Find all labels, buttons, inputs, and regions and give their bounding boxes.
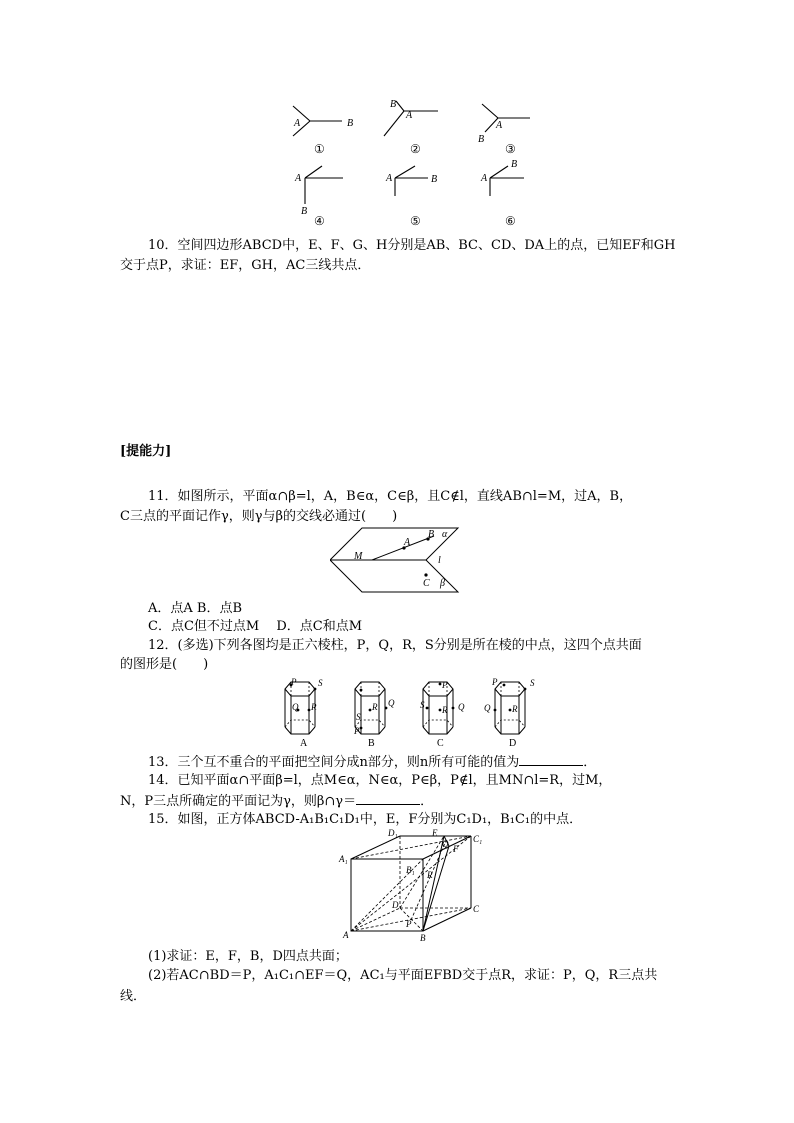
q11-label-alpha: α [442,529,448,540]
q11-label-c: C [423,578,430,589]
q11-option-ab: A．点A B．点B [148,601,243,616]
q12-a-label-q: Q [292,702,299,712]
angle-figures [280,96,540,232]
q12-line1: 12．(多选)下列各图均是正六棱柱，P，Q，R，S分别是所在棱的中点，这四个点共面 [148,638,642,653]
q11-label-beta: β [440,578,445,589]
fig3-label-b: B [478,134,485,145]
q12-prism-figures [282,676,552,748]
fig2-number: ② [410,142,421,156]
q13-line [148,751,596,773]
q14-end: ． [420,794,434,809]
q12-figure-a-label: A [300,738,308,748]
q15-label-d1: D₁ [388,828,398,838]
q12-a-label-p: P [291,677,297,687]
q12-d-label-s: S [530,678,535,688]
q11-line1: 11．如图所示，平面α∩β=l，A，B∈α，C∈β，且C∉l，直线AB∩l=M，过A，B， [148,489,633,504]
fig2-label-b: B [390,99,397,110]
q12-a-label-s: S [318,678,323,688]
fig3-label-a: A [496,120,503,131]
q15-label-r: R [427,870,433,880]
q11-label-l: l [438,555,441,566]
fig5-label-b: B [431,174,438,185]
q15-label-q: Q [442,839,449,849]
q12-line2: 的图形是( ) [120,657,209,672]
section-title: [提能力] [120,444,172,459]
q15-part1: (1)求证：E，F，B，D四点共面； [148,949,348,964]
q11-planes-figure [330,524,464,596]
q11-label-b: B [428,529,435,540]
fig3-number: ③ [505,142,516,156]
q13-text: 13．三个互不重合的平面把空间分成n部分，则n所有可能的值为 [148,755,520,770]
fig4-number: ④ [314,214,325,228]
q15-label-b: B [420,933,426,943]
q14-text: N，P三点所确定的平面记为γ，则β∩γ＝ [120,794,357,809]
fig1-label-a: A [294,118,301,129]
q15-label-c1: C₁ [473,834,483,844]
q14-line2 [120,790,433,812]
q12-d-label-r: R [512,704,518,714]
q12-d-label-p: P [492,677,498,687]
q15-label-b1: B₁ [406,865,415,875]
q14-line1: 14．已知平面α∩平面β=l，点M∈α，N∈α，P∈β，P∉l，且MN∩l=R，过M， [148,773,612,788]
fig4-label-b: B [301,206,308,217]
q13-end: ． [583,755,597,770]
q15-line1: 15．如图，正方体ABCD-A₁B₁C₁D₁中，E，F分别为C₁D₁，B₁C₁的中点． [148,812,583,827]
fig5-number: ⑤ [410,214,421,228]
fig6-number: ⑥ [505,214,516,228]
q10-line1: 10．空间四边形ABCD中，E、F、G、H分别是AB、BC、CD、DA上的点，已知EF和GH [148,238,676,253]
q12-b-label-q: Q [388,698,395,708]
q12-c-label-q: Q [458,702,465,712]
fig4-label-a: A [295,173,302,184]
q12-c-label-p: P [442,680,448,690]
q11-option-cd: C．点C但不过点M D．点C和点M [148,619,363,634]
q14-answer-blank[interactable] [356,790,420,805]
q11-label-m: M [354,551,363,562]
fig5-label-a: A [386,173,393,184]
fig2-label-a: A [406,110,413,121]
q15-cube-figure [336,826,492,946]
q12-b-label-p: P [354,726,360,736]
fig6-label-b: B [511,159,518,170]
q15-label-c: C [473,904,480,914]
q11-line2: C三点的平面记作γ，则γ与β的交线必通过( ) [120,509,398,524]
q12-b-label-s: S [356,712,361,722]
q15-label-p: P [406,919,412,929]
q15-label-e: E [432,828,438,838]
q13-answer-blank[interactable] [519,751,583,766]
q15-label-a: A [343,930,349,940]
q12-a-label-r: R [311,702,317,712]
fig1-number: ① [314,142,325,156]
q11-label-a: A [404,537,411,548]
q12-d-label-q: Q [484,703,491,713]
q12-b-label-r: R [372,702,378,712]
fig6-label-a: A [481,173,488,184]
q12-figure-d-label: D [509,738,517,748]
q15-label-f: F [453,844,459,854]
q15-label-d: D [392,900,399,910]
q15-label-a1: A₁ [339,854,348,864]
q12-figure-b-label: B [368,738,375,748]
q15-part2-line1: (2)若AC∩BD＝P，A₁C₁∩EF＝Q，AC₁与平面EFBD交于点R，求证：P，Q，R三点共 [148,968,658,983]
fig1-label-b: B [347,118,354,129]
q12-figure-c-label: C [437,738,444,748]
q15-part2-line2: 线． [120,989,147,1004]
q12-c-label-r: R [442,705,448,715]
q12-c-label-s: S [420,700,425,710]
q10-line2: 交于点P，求证：EF，GH，AC三线共点． [120,258,371,273]
